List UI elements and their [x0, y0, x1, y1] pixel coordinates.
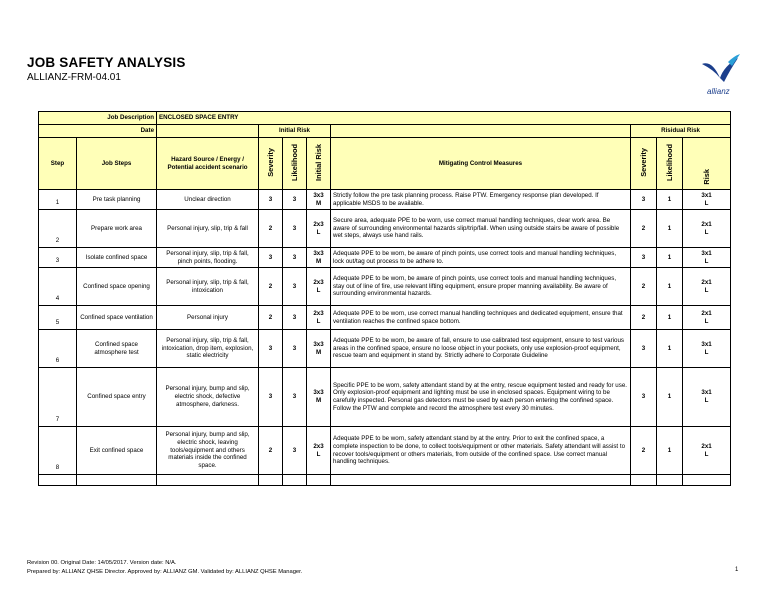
- likelihood-value: 3: [283, 368, 307, 427]
- job-step: Isolate confined space: [77, 248, 157, 268]
- initial-risk-value: 3x3: [313, 340, 324, 348]
- table-row: [39, 368, 731, 427]
- residual-risk-level: L: [704, 257, 709, 265]
- residual-risk-value: 2x1: [701, 309, 712, 317]
- mitigation-measures: Adequate PPE to be worn, be aware of fall, ensure to use calibrated test equipment, ensure to test various areas in the confined space, ensure no loose object in your pockets, only use explosion-proof equipment, rescue team and equipment in stand by. Strictly adhere to Corporate Guideline: [331, 330, 631, 368]
- initial-risk-cell: [307, 368, 331, 427]
- severity-value: 2: [259, 427, 283, 475]
- initial-risk-level: M: [315, 257, 322, 265]
- mitigation-measures: Adequate PPE to be worn, be aware of pinch points, use correct tools and manual handling techniques, lock out/tag out process to be adhere to.: [331, 248, 631, 268]
- residual-risk-cell: [683, 190, 731, 210]
- hazard-description: Personal injury, slip, trip & fall: [157, 210, 259, 248]
- likelihood-value: 3: [283, 330, 307, 368]
- residual-likelihood-value: 1: [657, 306, 683, 330]
- initial-risk-value: 2x3: [313, 220, 324, 228]
- initial-risk-value: 2x3: [313, 278, 324, 286]
- residual-risk-value: 3x1: [701, 191, 712, 199]
- initial-risk-level: M: [315, 199, 322, 207]
- table-row: [39, 190, 731, 210]
- page-title: JOB SAFETY ANALYSIS: [27, 55, 186, 70]
- hazard-description: Unclear direction: [157, 190, 259, 210]
- residual-severity-value: 3: [631, 330, 657, 368]
- mitigation-measures: Adequate PPE to be worn, safety attendant stand by at the entry. Prior to exit the confined space, a complete inspection to be done, to collect tools/equipment or other materials. Safety attendant will assist to recover tools/equipment or others materials, from outside of the confined space. Use correct manual handling techniques.: [331, 427, 631, 475]
- mitigation-measures: Adequate PPE to be worn, be aware of pinch points, use correct tools and manual handling techniques, stay out of line of fire, use relevant lifting equipment, ensure proper manning availability. Be aware of surrounding environmental hazards.: [331, 268, 631, 306]
- initial-risk-cell: [307, 210, 331, 248]
- likelihood-value: 3: [283, 210, 307, 248]
- initial-risk-cell: [307, 268, 331, 306]
- residual-likelihood-value: 1: [657, 427, 683, 475]
- residual-severity-value: 2: [631, 268, 657, 306]
- hazard-description: Personal injury, bump and slip, electric shock, defective atmosphere, darkness.: [157, 368, 259, 427]
- severity-value: 2: [259, 306, 283, 330]
- blank-header-cell: [331, 125, 631, 138]
- initial-risk-cell: [307, 427, 331, 475]
- severity-value: 3: [259, 248, 283, 268]
- step-number: 2: [39, 210, 77, 248]
- residual-risk-value: 3x1: [701, 249, 712, 257]
- residual-risk-level: L: [704, 286, 709, 294]
- initial-risk-level: L: [316, 317, 321, 325]
- initial-risk-level: M: [315, 397, 322, 404]
- step-number: 4: [39, 268, 77, 306]
- empty-row: [39, 475, 731, 486]
- mitigation-measures: Secure area, adequate PPE to be worn, use correct manual handling techniques, clear work area. Be aware of surrounding environmental hazards slip/trip/fall. When using outside stairs be aware of possible wet steps, always use hand rails.: [331, 210, 631, 248]
- job-safety-analysis-table: [38, 111, 731, 486]
- hazard-description: Personal injury, slip, trip & fall, pinch points, flooding.: [157, 248, 259, 268]
- table-body: [39, 190, 731, 475]
- residual-risk-cell: [683, 306, 731, 330]
- initial-risk-cell: [307, 330, 331, 368]
- residual-severity-value: 2: [631, 210, 657, 248]
- residual-risk-cell: [683, 268, 731, 306]
- mitigation-measures: Specific PPE to be worn, safety attendant stand by at the entry, rescue equipment tested and ready for use. Only explosion-proof equipment and lighting must be use in enclosed spaces. Equipment wiring to be carefully inspected. Personal gas detectors must be used by each person entering the confined space. Follow the PTW and complete and record the atmosphere test every 30 minutes.: [331, 368, 631, 427]
- col-mitigating-header: Mitigating Control Measures: [331, 138, 631, 190]
- severity-value: 3: [259, 368, 283, 427]
- step-number: 3: [39, 248, 77, 268]
- table-row: [39, 248, 731, 268]
- approval-info: Prepared by: ALLIANZ QHSE Director. Approved by: ALLIANZ GM. Validated by: ALLIANZ QHSE Manager.: [27, 569, 303, 575]
- severity-value: 2: [259, 268, 283, 306]
- initial-risk-level: L: [316, 228, 321, 236]
- residual-risk-cell: [683, 330, 731, 368]
- col-res-severity-header: Severity: [638, 147, 648, 177]
- step-number: 5: [39, 306, 77, 330]
- likelihood-value: 3: [283, 427, 307, 475]
- date-label: Date: [39, 125, 157, 138]
- col-likelihood-header: Likelihood: [289, 143, 299, 181]
- col-hazard-header: Hazard Source / Energy / Potential accident scenario: [157, 138, 259, 190]
- likelihood-value: 3: [283, 190, 307, 210]
- col-job-steps-header: Job Steps: [77, 138, 157, 190]
- residual-likelihood-value: 1: [657, 368, 683, 427]
- residual-severity-value: 2: [631, 427, 657, 475]
- mitigation-measures: Strictly follow the pre task planning process. Raise PTW. Emergency response plan developed. If applicable MSDS to be available.: [331, 190, 631, 210]
- hazard-description: Personal injury, slip, trip & fall, intoxication, drop item, explosion, static electricity: [157, 330, 259, 368]
- hazard-description: Personal injury, bump and slip, electric shock, leaving tools/equipment and others materials inside the confined space.: [157, 427, 259, 475]
- job-step: Confined space atmosphere test: [77, 330, 157, 368]
- job-step: Confined space entry: [77, 368, 157, 427]
- step-number: 7: [39, 368, 77, 427]
- residual-likelihood-value: 1: [657, 330, 683, 368]
- job-step: Confined space ventilation: [77, 306, 157, 330]
- residual-likelihood-value: 1: [657, 268, 683, 306]
- residual-risk-cell: [683, 210, 731, 248]
- likelihood-value: 3: [283, 268, 307, 306]
- job-step: Exit confined space: [77, 427, 157, 475]
- logo-text: allianz: [707, 87, 730, 96]
- residual-risk-cell: [683, 368, 731, 427]
- job-description-value: ENCLOSED SPACE ENTRY: [157, 112, 731, 125]
- col-initial-risk-header: Initial Risk: [313, 143, 323, 181]
- initial-risk-value: 2x3: [313, 309, 324, 317]
- table-row: [39, 330, 731, 368]
- step-number: 8: [39, 427, 77, 475]
- residual-risk-value: 2x1: [701, 220, 712, 228]
- residual-risk-value: 3x1: [701, 340, 712, 348]
- severity-value: 3: [259, 190, 283, 210]
- job-step: Pre task planning: [77, 190, 157, 210]
- job-step: Prepare work area: [77, 210, 157, 248]
- initial-risk-cell: [307, 248, 331, 268]
- mitigation-measures: Adequate PPE to be worn, use correct manual handling techniques and dedicated equipment, ensure that ventilation reaches the confined space bottom.: [331, 306, 631, 330]
- severity-value: 3: [259, 330, 283, 368]
- residual-risk-level: L: [704, 397, 709, 404]
- initial-risk-value: 2x3: [313, 442, 324, 450]
- table-row: [39, 306, 731, 330]
- residual-likelihood-value: 1: [657, 190, 683, 210]
- col-res-risk-header: Risk: [701, 168, 711, 185]
- residual-risk-value: 3x1: [701, 389, 712, 397]
- step-number: 6: [39, 330, 77, 368]
- residual-likelihood-value: 1: [657, 210, 683, 248]
- residual-risk-level: L: [704, 450, 709, 458]
- date-value: [157, 125, 259, 138]
- revision-info: Revision 00. Original Date: 14/05/2017. Version date: N/A.: [27, 560, 177, 566]
- page-number: 1: [735, 567, 739, 573]
- residual-risk-group-header: Risidual Risk: [631, 125, 731, 138]
- residual-risk-value: 2x1: [701, 442, 712, 450]
- hazard-description: Personal injury, slip, trip & fall, intoxication: [157, 268, 259, 306]
- initial-risk-level: M: [315, 348, 322, 356]
- residual-severity-value: 3: [631, 190, 657, 210]
- residual-risk-level: L: [704, 317, 709, 325]
- residual-risk-level: L: [704, 199, 709, 207]
- residual-severity-value: 3: [631, 368, 657, 427]
- residual-likelihood-value: 1: [657, 248, 683, 268]
- initial-risk-level: L: [316, 286, 321, 294]
- residual-severity-value: 2: [631, 306, 657, 330]
- initial-risk-level: L: [316, 450, 321, 458]
- job-step: Confined space opening: [77, 268, 157, 306]
- residual-risk-value: 2x1: [701, 278, 712, 286]
- severity-value: 2: [259, 210, 283, 248]
- initial-risk-cell: [307, 190, 331, 210]
- table-row: [39, 210, 731, 248]
- initial-risk-value: 3x3: [313, 191, 324, 199]
- likelihood-value: 3: [283, 248, 307, 268]
- residual-risk-cell: [683, 427, 731, 475]
- col-severity-header: Severity: [265, 147, 275, 177]
- initial-risk-value: 3x3: [313, 249, 324, 257]
- document-code: ALLIANZ-FRM-04.01: [27, 72, 121, 83]
- col-step-header: Step: [39, 138, 77, 190]
- table-row: [39, 268, 731, 306]
- likelihood-value: 3: [283, 306, 307, 330]
- job-description-label: Job Description: [39, 112, 157, 125]
- residual-risk-level: L: [704, 228, 709, 236]
- initial-risk-value: 3x3: [313, 389, 324, 397]
- initial-risk-cell: [307, 306, 331, 330]
- residual-severity-value: 3: [631, 248, 657, 268]
- table-row: [39, 427, 731, 475]
- residual-risk-level: L: [704, 348, 709, 356]
- initial-risk-group-header: Initial Risk: [259, 125, 331, 138]
- step-number: 1: [39, 190, 77, 210]
- residual-risk-cell: [683, 248, 731, 268]
- col-res-likelihood-header: Likelihood: [664, 143, 674, 181]
- hazard-description: Personal injury: [157, 306, 259, 330]
